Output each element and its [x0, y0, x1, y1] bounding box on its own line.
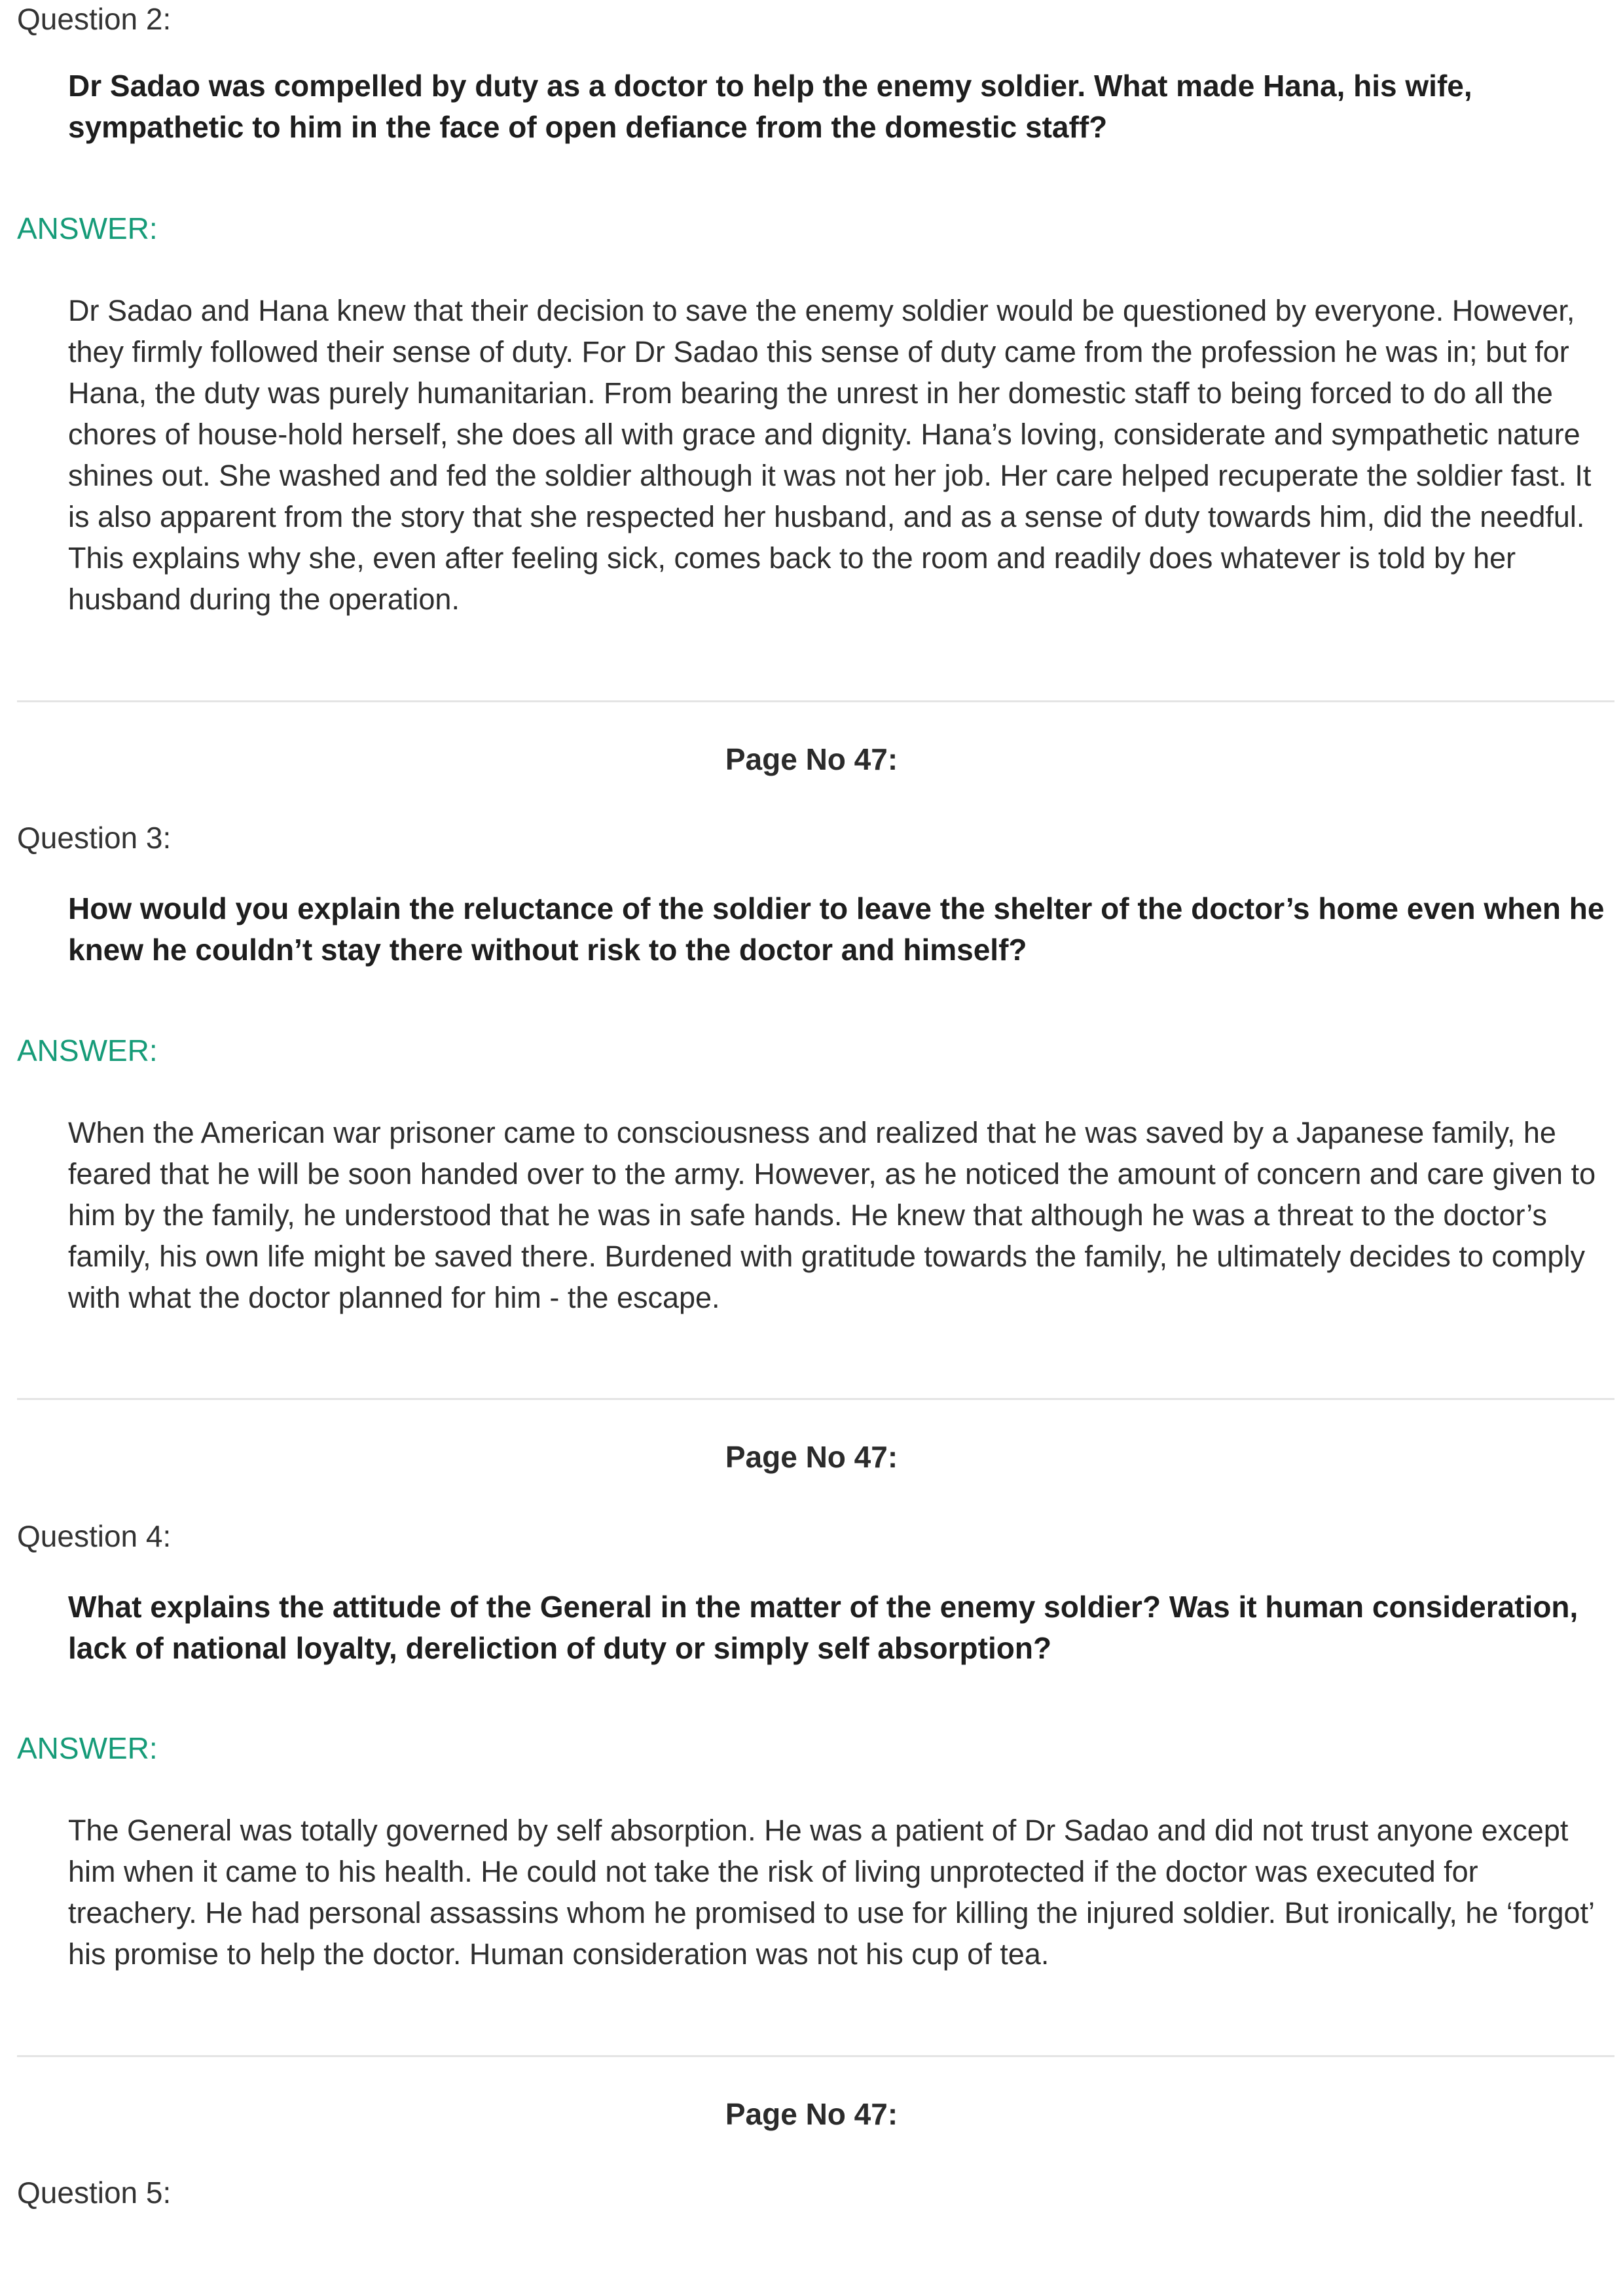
answer-2-text: Dr Sadao and Hana knew that their decision to save the enemy soldier would be questioned by everyone. However, they firmly followed their sense of duty. For Dr Sadao this sense of duty came from the profession he was in; but for Hana, the duty was purely humanitarian. From bearing the unrest in her domestic staff to being forced to do all the chores of house-hold herself, she does all with grace and dignity. Hana’s loving, considerate and sympathetic nature shines out. She washed and fed the soldier although it was not her job. Her care helped recuperate the soldier fast. It is also apparent from the story that she respected her husband, and as a sense of duty towards him, did the needful. This explains why she, even after feeling sick, comes back to the room and readily does whatever is told by her husband during the operation.: [68, 294, 1592, 616]
question-4-label: Question 4:: [17, 1519, 172, 1553]
answer-4-label: ANSWER:: [17, 1731, 158, 1765]
question-3-text: How would you explain the reluctance of the soldier to leave the shelter of the doctor’s home even when he knew he couldn’t stay there without risk to the doctor and himself?: [68, 891, 1605, 967]
page-number: Page No 47:: [725, 2097, 898, 2131]
section-divider: [17, 2055, 1614, 2057]
answer-3-label: ANSWER:: [17, 1033, 158, 1067]
question-3-label: Question 3:: [17, 821, 172, 855]
question-5-label: Question 5:: [17, 2176, 172, 2210]
answer-4-text: The General was totally governed by self absorption. He was a patient of Dr Sadao and did not trust anyone except him when it came to his health. He could not take the risk of living unprotected if the doctor was executed for treachery. He had personal assassins whom he promised to use for killing the injured soldier. But ironically, he ‘forgot’ his promise to help the doctor. Human consideration was not his cup of tea.: [68, 1814, 1594, 1971]
question-2-text: Dr Sadao was compelled by duty as a doctor to help the enemy soldier. What made Hana, his wife, sympathetic to him in the face of open defiance from the domestic staff?: [68, 69, 1472, 144]
page-number: Page No 47:: [725, 742, 898, 776]
answer-3-text: When the American war prisoner came to consciousness and realized that he was saved by a Japanese family, he feared that he will be soon handed over to the army. However, as he noticed the amount of concern and care given to him by the family, he understood that he was in safe hands. He knew that although he was a threat to the doctor’s family, his own life might be saved there. Burdened with gratitude towards the family, he ultimately decides to comply with what the doctor planned for him - the escape.: [68, 1116, 1596, 1314]
section-divider: [17, 1398, 1614, 1400]
question-2-label: Question 2:: [17, 2, 172, 36]
page-number: Page No 47:: [725, 1440, 898, 1474]
answer-2-label: ANSWER:: [17, 211, 158, 245]
question-4-text: What explains the attitude of the General in the matter of the enemy soldier? Was it human consideration, lack of national loyalty, dereliction of duty or simply self absorption?: [68, 1590, 1578, 1665]
section-divider: [17, 700, 1614, 702]
